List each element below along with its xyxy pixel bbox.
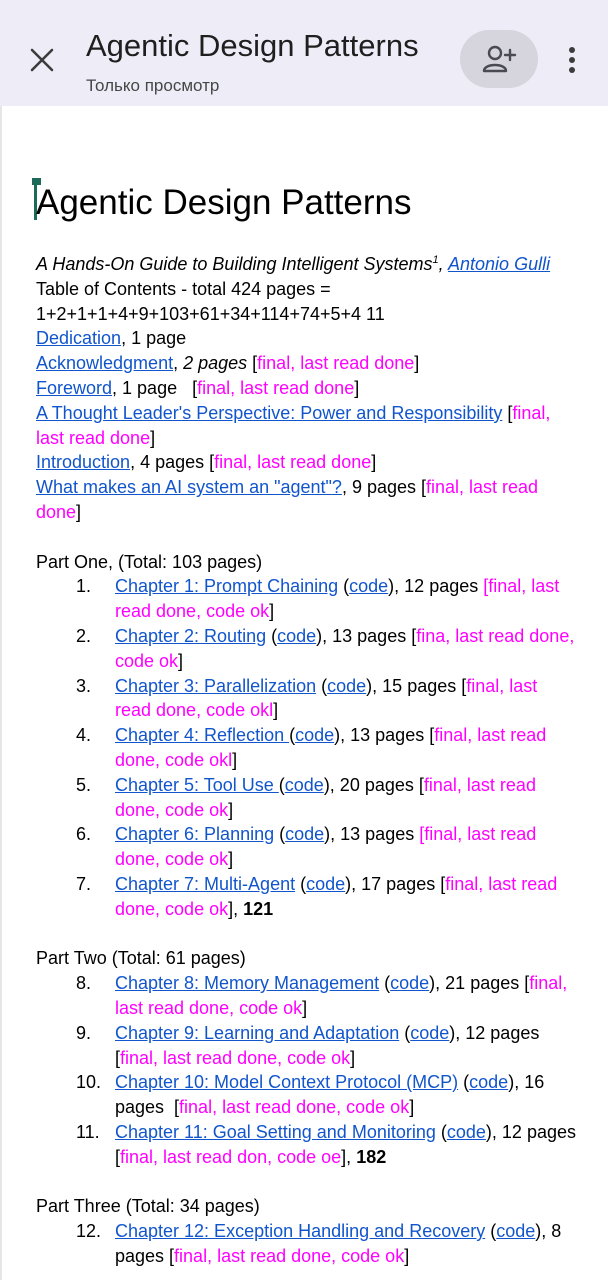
chapter-pages: ), 15 pages [ [366,675,467,696]
bracket: ] [371,452,377,473]
chapter-item: 4. Chapter 4: Reflection (code), 13 pages [final, last read done, code okl] [76,725,547,770]
status-note: final, last read done, code ok [115,824,537,870]
bracket: ] [409,1097,415,1118]
app-bar [0,0,608,106]
chapter-item: 11. Chapter 11: Goal Setting and Monitoring (code), 12 pages [final, last read don, code oe], 182 [76,1121,576,1167]
code-link[interactable]: code [496,1221,536,1242]
chapter-number: 6. [76,824,92,845]
front-item-text: [ [247,353,258,374]
chapter-pages: ), 13 pages [ [316,625,417,646]
chapter-number: 4. [76,725,92,746]
subtitle-separator: , [438,254,449,274]
front-item-text: [ [502,402,513,423]
share-button[interactable] [460,30,538,88]
chapter-item: 9. Chapter 9: Learning and Adaptation (code), 12 pages [final, last read done, code ok] [76,1022,540,1068]
chapter-pages: ), 13 pages [324,824,420,845]
chapter-number: 11. [76,1121,100,1142]
bracket: ] [404,1245,410,1266]
document-title: Agentic Design Patterns [86,28,419,63]
front-item-acknowledgment [36,351,576,376]
bracket: ], [228,898,244,919]
chapter-link[interactable]: Chapter 4: Reflection [115,725,290,746]
status-note: final, last read done, code ok [115,774,536,820]
front-item-pages: 2 pages [183,353,248,374]
foreword-link[interactable]: Foreword [36,377,113,398]
chapter-pages: ), 21 pages [ [429,973,530,994]
document-edge [0,106,2,1280]
author-link[interactable]: Antonio Gulli [448,254,551,274]
chapter-pages: ), 8 pages [ [115,1221,562,1266]
document-body [36,106,576,1269]
bracket: ] [228,799,234,820]
status-note: final, last read done, code ok [115,873,558,919]
view-mode-label: Только просмотр [86,76,220,95]
chapter-item: 7. Chapter 7: Multi-Agent (code), 17 pages [final, last read done, code ok], 121 [76,873,558,919]
bracket: ] [273,700,279,721]
front-item-introduction [36,450,576,475]
bracket: ] [178,650,184,671]
chapter-link[interactable]: Chapter 3: Parallelization [115,675,317,696]
chapter-link[interactable]: Chapter 11: Goal Setting and Monitoring [115,1121,436,1142]
code-link[interactable]: code [285,824,325,845]
chapter-list-part-one [36,574,576,921]
bracket: ] [414,353,420,374]
bracket: ] [269,601,275,622]
chapter-number: 2. [76,625,92,646]
chapter-pages: ), 12 pages [ [115,1121,576,1167]
chapter-number: 10. [76,1072,102,1093]
status-note: final, last read done, code ok [174,1245,405,1266]
front-item-text: , 9 pages [ [341,477,426,498]
chapter-item: 12. Chapter 12: Exception Handling and Recovery (code), 8 pages [final, last read done, code ok] [76,1221,562,1266]
doc-heading: Agentic Design Patterns [36,183,412,222]
code-link[interactable]: code [410,1022,450,1043]
more-vert-icon [567,45,577,75]
chapter-link[interactable]: Chapter 7: Multi-Agent [115,873,296,894]
code-link[interactable]: code [390,973,430,994]
introduction-link[interactable]: Introduction [36,452,131,473]
status-note: final, last read done, code ok [115,973,568,1018]
chapter-item: 3. Chapter 3: Parallelization (code), 15 pages [final, last read done, code okl] [76,675,538,721]
bracket: ] [150,427,156,448]
chapter-link[interactable]: Chapter 10: Model Context Protocol (MCP) [115,1072,459,1093]
chapter-number: 3. [76,675,92,696]
acknowledgment-link[interactable]: Acknowledgment [36,353,174,374]
chapter-number: 1. [76,576,92,597]
code-link[interactable]: code [446,1121,486,1142]
agent-link[interactable]: What makes an AI system an "agent"? [36,477,342,498]
code-link[interactable]: code [277,625,317,646]
chapter-number: 7. [76,873,92,894]
code-link[interactable]: code [349,576,389,597]
part-heading: Part One, (Total: 103 pages) [36,551,263,572]
part-total: 182 [356,1146,387,1167]
chapter-link[interactable]: Chapter 9: Learning and Adaptation [115,1022,400,1043]
chapter-item: 10. Chapter 10: Model Context Protocol (MCP) (code), 16 pages [final, last read done, code ok] [76,1072,550,1118]
dedication-link[interactable]: Dedication [36,328,122,349]
status-note: final, last read done [257,353,415,374]
chapter-number: 5. [76,774,92,795]
chapter-number: 12. [76,1221,102,1242]
chapter-pages: ), 13 pages [ [334,725,435,746]
code-link[interactable]: code [306,873,346,894]
status-note: final, last read don, code oe [120,1146,342,1167]
add-person-icon [481,44,517,74]
more-options-button[interactable] [556,38,588,82]
part-total: 121 [243,898,274,919]
chapter-link[interactable]: Chapter 5: Tool Use [115,774,279,795]
chapter-number: 8. [76,973,92,994]
bracket: ] [354,377,360,398]
code-link[interactable]: code [327,675,367,696]
front-item-dedication [36,326,576,351]
front-item-foreword [36,376,576,401]
chapter-link[interactable]: Chapter 8: Memory Management [115,973,380,994]
status-note: final, last read done, code okl [115,725,547,770]
toc-sum: 1+2+1+1+4+9+103+61+34+114+74+5+4 11 [36,303,385,324]
chapter-list-part-two [36,971,576,1169]
chapter-pages: ), 17 pages [ [345,873,446,894]
chapter-pages: ), 16 pages [ [115,1072,550,1118]
chapter-item: 1. Chapter 1: Prompt Chaining (code), 12 pages [final, last read done, code ok] [76,576,560,622]
front-item-text: , 1 page [ [112,377,198,398]
doc-subtitle [36,252,576,277]
chapter-pages: ), 20 pages [ [323,774,424,795]
status-note: final, last read done [197,377,355,398]
code-link[interactable]: code [284,774,324,795]
chapter-link[interactable]: Chapter 6: Planning [115,824,275,845]
close-icon [29,47,55,73]
bracket: ], [341,1146,357,1167]
front-item-text: , 1 page [121,328,187,349]
status-note: final, last read done, code ok [179,1097,410,1118]
status-note: final, last read done, code ok [120,1047,351,1068]
status-note: final, last read done [214,452,372,473]
status-note: fina, last read done, code ok [115,625,575,671]
chapter-link[interactable]: Chapter 1: Prompt Chaining [115,576,339,597]
part-heading: Part Two (Total: 61 pages) [36,948,246,969]
status-note: final, last read done, code okl [115,675,538,721]
front-item-text: , [173,353,184,374]
part-heading: Part Three (Total: 34 pages) [36,1196,260,1217]
chapter-link[interactable]: Chapter 12: Exception Handling and Recovery [115,1221,486,1242]
chapter-item: 2. Chapter 2: Routing (code), 13 pages [fina, last read done, code ok] [76,625,575,671]
chapter-item: 6. Chapter 6: Planning (code), 13 pages [final, last read done, code ok] [76,824,537,870]
code-link[interactable]: code [469,1072,509,1093]
chapter-list-part-three [36,1219,576,1269]
chapter-item: 5. Chapter 5: Tool Use (code), 20 pages [final, last read done, code ok] [76,774,536,820]
footnote-marker[interactable]: 1 [432,254,439,266]
code-link[interactable]: code [295,725,335,746]
status-note: final, last read done, code ok [115,576,560,622]
status-note: final, last read done [36,402,551,448]
close-button[interactable] [22,40,62,80]
chapter-link[interactable]: Chapter 2: Routing [115,625,267,646]
status-note: final, last read done [36,477,539,522]
front-item-text: , 4 pages [ [130,452,215,473]
front-item-thought-leader [36,401,576,451]
front-item-agent [36,475,576,525]
chapter-pages: ), 12 pages [388,576,484,597]
bracket: ] [350,1047,356,1068]
bracket: ] [232,749,238,770]
thought-leader-link[interactable]: A Thought Leader's Perspective: Power and Responsibility [36,402,503,423]
chapter-number: 9. [76,1022,92,1043]
toc-total: Table of Contents - total 424 pages = [36,278,331,299]
bracket: ] [302,997,308,1018]
bracket: ] [228,849,234,870]
chapter-item: 8. Chapter 8: Memory Management (code), 21 pages [final, last read done, code ok] [76,973,568,1018]
bracket: ] [76,501,82,522]
subtitle-text: A Hands-On Guide to Building Intelligent Systems [36,254,433,274]
chapter-pages: ), 12 pages [ [115,1022,540,1068]
